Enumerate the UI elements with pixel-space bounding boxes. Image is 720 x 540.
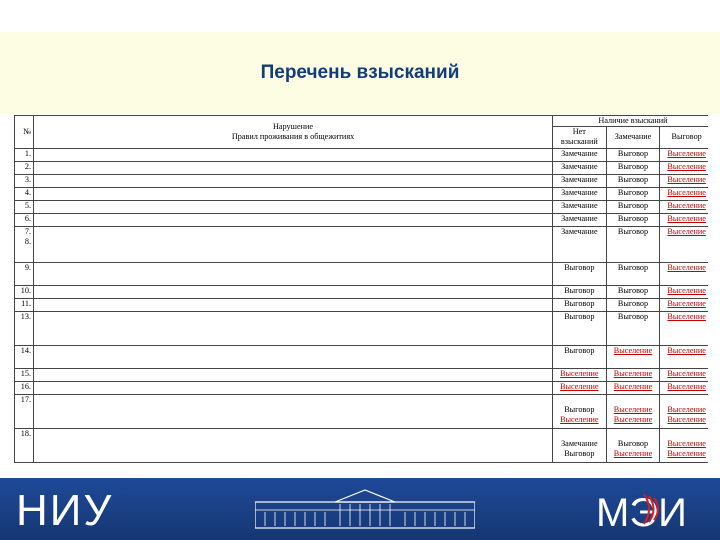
row-number-a: 7. [24,226,31,236]
row-text [34,285,553,298]
cell-reprimand: Выселение [660,311,708,345]
col-header-remark: Замечание [606,127,660,148]
col-header-violation [34,116,553,149]
mei-logo-text: МЭИ [596,491,687,534]
row-number: 4. [15,187,34,200]
cell-none: Замечание [553,161,607,174]
cell-remark: Выговор [606,200,660,213]
cell-remark-b: Выселение [613,449,653,459]
cell-none: Замечание [553,200,607,213]
cell-remark-b: Выселение [613,415,653,425]
cell-none: Выговор [553,285,607,298]
col-header-none: Нет взысканий [553,127,607,148]
cell-reprimand [660,428,708,462]
cell-none: Замечание [553,187,607,200]
cell-none [553,428,607,462]
row-text [34,298,553,311]
cell-remark: Выговор [606,226,660,262]
row-number: 14. [15,345,34,368]
cell-remark: Выговор [606,262,660,285]
cell-none: Выговор [553,345,607,368]
cell-reprimand-b: Выселение [667,449,706,459]
row-number: 18. [15,428,34,462]
cell-remark: Выселение [606,345,660,368]
cell-reprimand: Выселение [660,187,708,200]
row-number: 2. [15,161,34,174]
cell-remark: Выселение [606,368,660,381]
row-text [34,161,553,174]
row-number: 15. [15,368,34,381]
row-text [34,345,553,368]
cell-remark: Выговор [606,298,660,311]
cell-none: Выговор [553,311,607,345]
cell-remark: Выговор [606,187,660,200]
cell-remark: Выселение [606,381,660,394]
cell-remark: Выговор [606,148,660,161]
cell-reprimand: Выселение [660,200,708,213]
col-header-violation-line2: Правил проживания в общежитиях [231,131,355,141]
row-number [15,226,34,262]
col-header-no: № [15,116,34,149]
col-header-sanctions: Наличие взысканий [553,116,709,127]
cell-reprimand-b: Выселение [667,415,706,425]
cell-remark [606,394,660,428]
cell-reprimand-a: Выселение [667,438,706,448]
col-header-violation-line1: Нарушение [273,121,313,131]
cell-none: Замечание [553,213,607,226]
cell-reprimand: Выселение [660,226,708,262]
sanctions-table [14,115,708,463]
row-number: 6. [15,213,34,226]
cell-reprimand: Выселение [660,262,708,285]
cell-reprimand: Выселение [660,174,708,187]
cell-none: Выговор [553,298,607,311]
row-text [34,148,553,161]
row-text [34,368,553,381]
cell-reprimand: Выселение [660,345,708,368]
cell-remark: Выговор [606,311,660,345]
cell-reprimand: Выселение [660,148,708,161]
row-text [34,226,553,262]
cell-none: Замечание [553,226,607,262]
cell-none-b: Выселение [560,415,599,425]
cell-reprimand: Выселение [660,298,708,311]
row-number: 13. [15,311,34,345]
row-number: 9. [15,262,34,285]
col-header-reprimand: Выговор [660,127,708,148]
row-number: 1. [15,148,34,161]
top-band [0,0,720,32]
row-number: 3. [15,174,34,187]
niu-logo: НИУ [16,486,114,535]
row-number: 5. [15,200,34,213]
cell-none: Выселение [553,381,607,394]
row-text [34,428,553,462]
cell-remark: Выговор [606,174,660,187]
sanctions-table-sheet [14,115,708,478]
row-text [34,200,553,213]
cell-reprimand: Выселение [660,213,708,226]
row-text [34,394,553,428]
cell-remark: Выговор [606,213,660,226]
mei-logo [592,484,710,534]
cell-none-a: Выговор [564,404,595,414]
row-number: 17. [15,394,34,428]
cell-reprimand: Выселение [660,368,708,381]
row-number: 11. [15,298,34,311]
row-text [34,311,553,345]
cell-remark [606,428,660,462]
cell-remark-a: Выговор [617,438,649,448]
row-number: 10. [15,285,34,298]
row-text [34,262,553,285]
row-text [34,213,553,226]
row-number-b: 8. [24,236,31,246]
row-text [34,187,553,200]
cell-none: Выселение [553,368,607,381]
row-number: 16. [15,381,34,394]
cell-remark-a: Выселение [613,404,653,414]
cell-reprimand-a: Выселение [667,404,706,414]
cell-reprimand: Выселение [660,161,708,174]
row-text [34,174,553,187]
cell-none: Замечание [553,148,607,161]
cell-none [553,394,607,428]
cell-none-b: Выговор [564,449,595,459]
cell-reprimand: Выселение [660,381,708,394]
cell-remark: Выговор [606,161,660,174]
cell-none-a: Замечание [561,438,598,448]
cell-reprimand: Выселение [660,285,708,298]
slide-title: Перечень взысканий [260,62,460,83]
cell-none: Замечание [553,174,607,187]
cell-none: Выговор [553,262,607,285]
building-facade-icon [255,488,475,530]
cell-remark: Выговор [606,285,660,298]
row-text [34,381,553,394]
cell-reprimand [660,394,708,428]
